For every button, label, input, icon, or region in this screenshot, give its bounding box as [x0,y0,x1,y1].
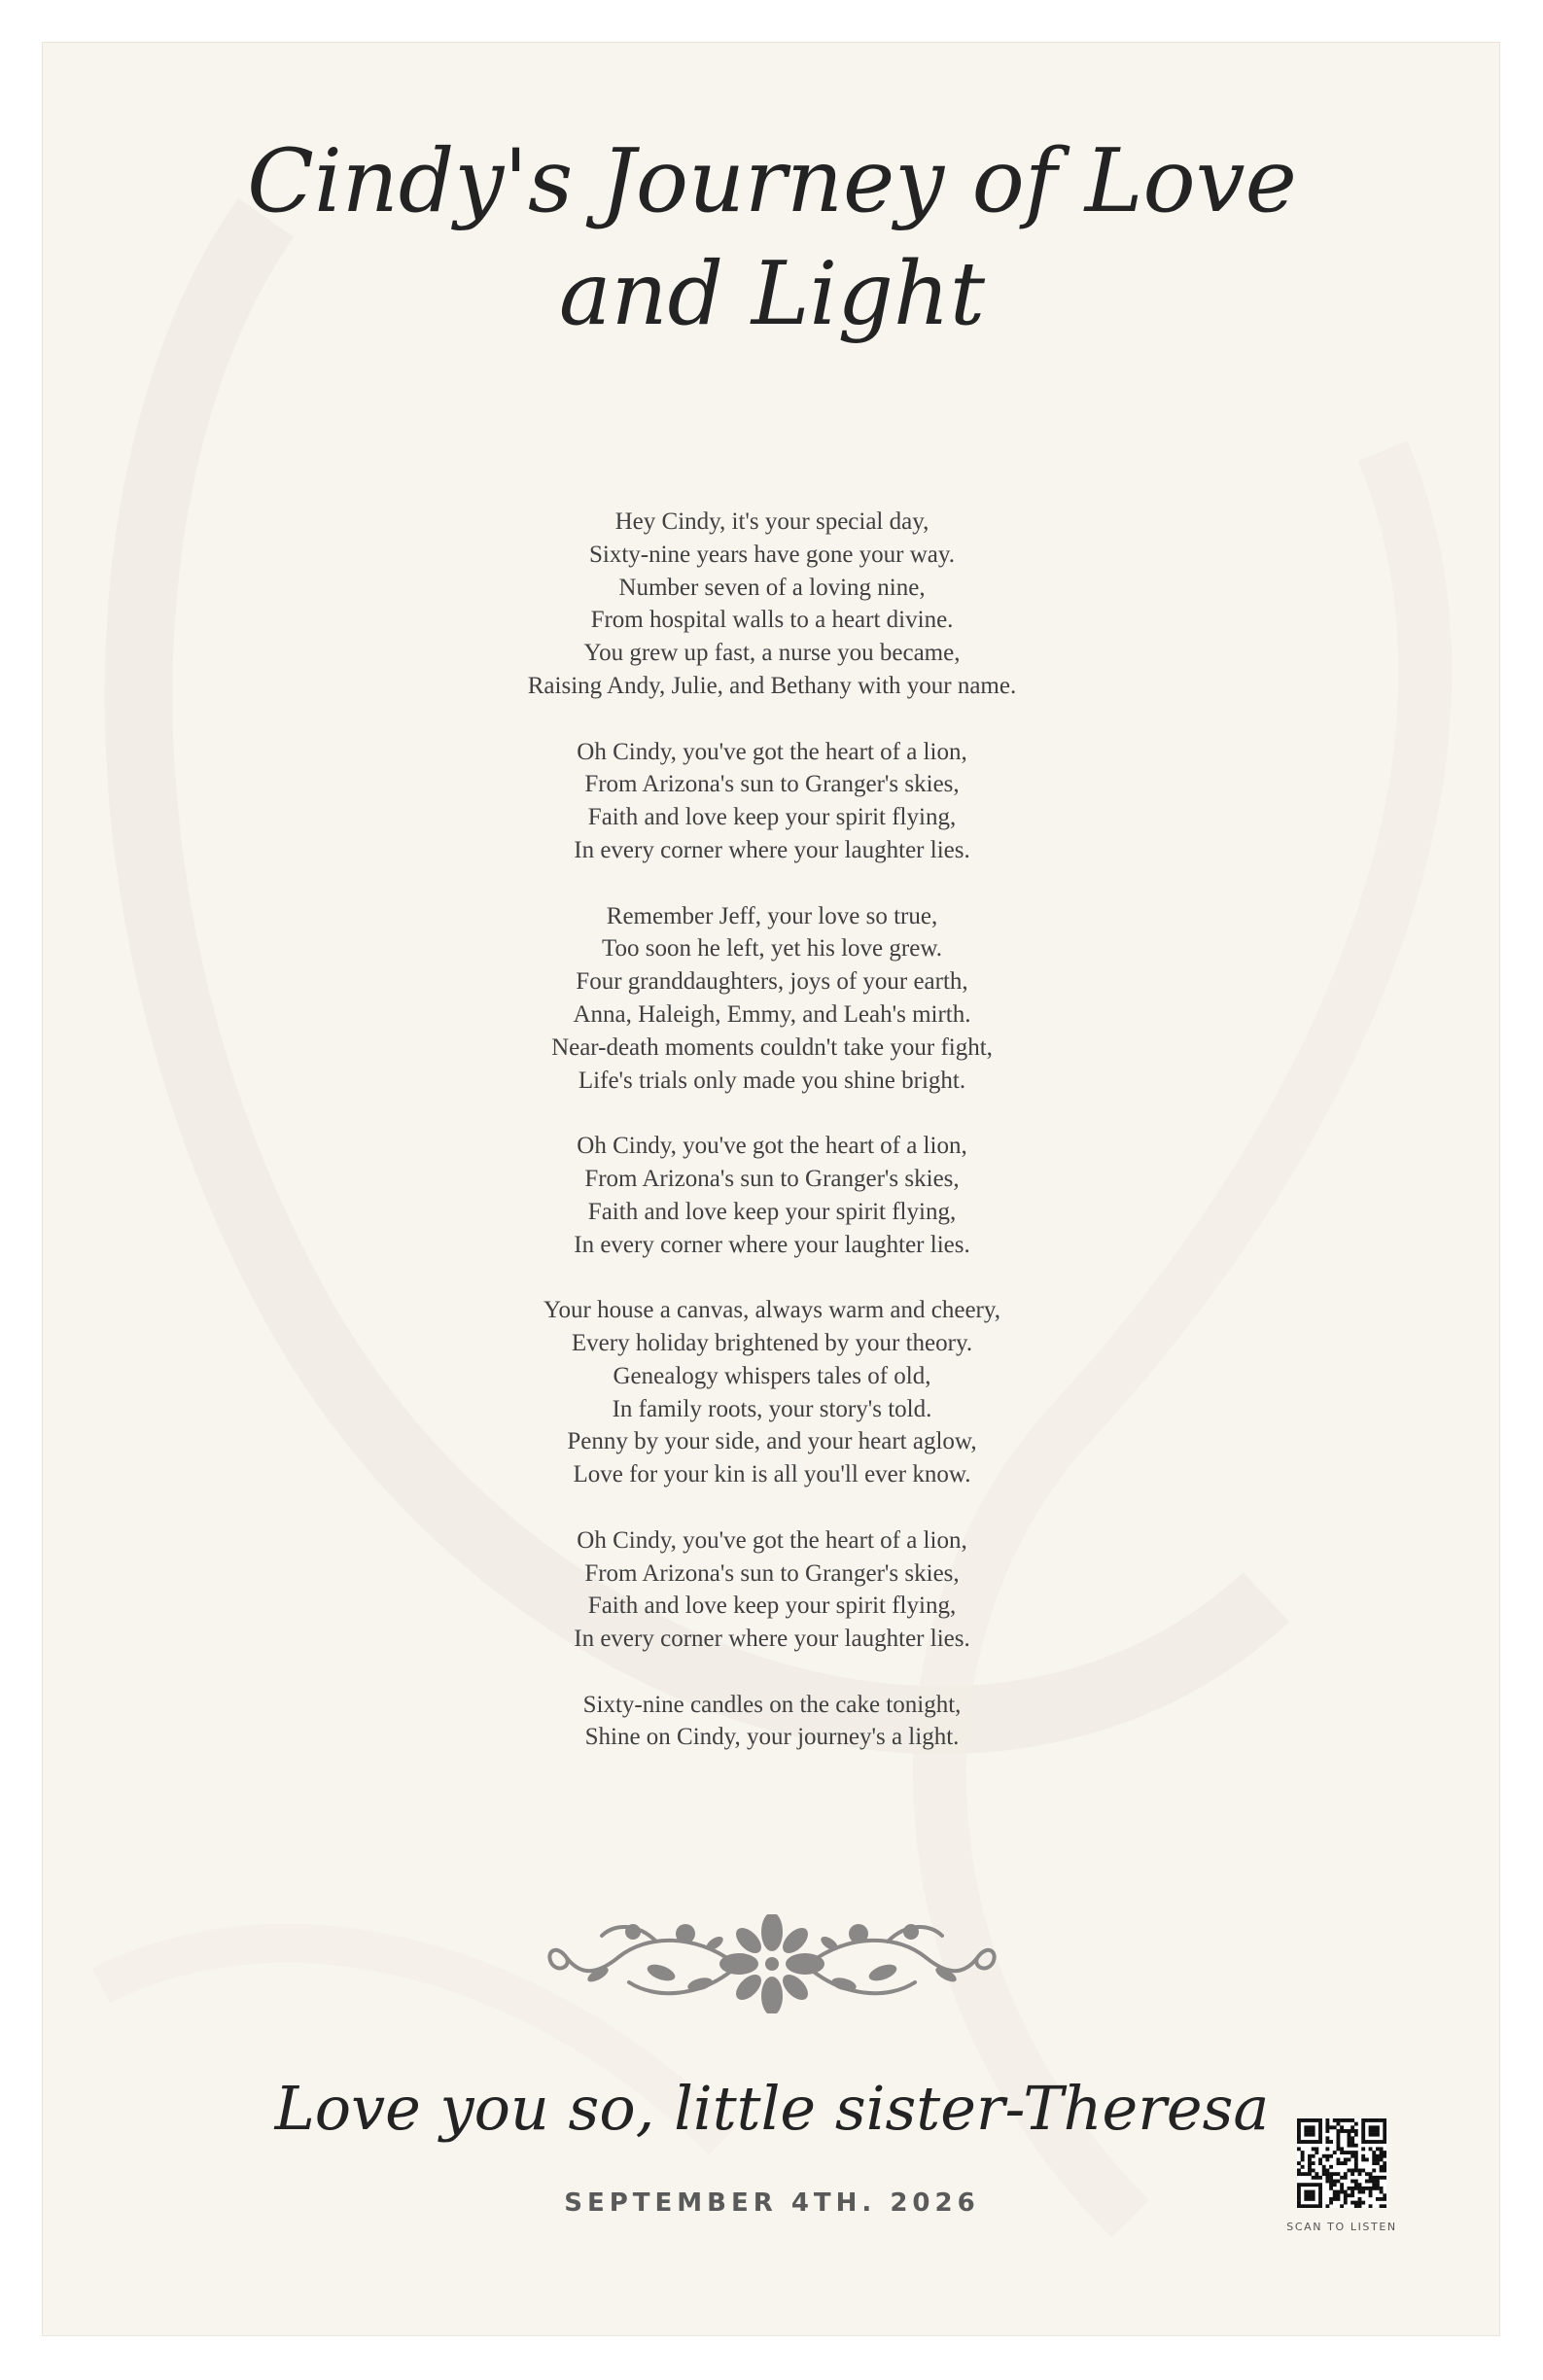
poem-line: From Arizona's sun to Granger's skies, [584,1165,960,1192]
poem-line: In every corner where your laughter lies. [574,836,970,863]
poem-line: Sixty-nine years have gone your way. [588,541,956,568]
poem-line: Anna, Haleigh, Emmy, and Leah's mirth. [573,1000,971,1028]
poem-line: In every corner where your laughter lies. [574,1231,970,1258]
poem-line: Genealogy whispers tales of old, [613,1362,931,1389]
poem-stanza [334,900,1210,1098]
poem-line: Near-death moments couldn't take your fight, [551,1033,993,1061]
poem-stanza [334,506,1210,703]
poem-line: In every corner where your laughter lies. [574,1626,970,1653]
poem-page [42,42,1500,2336]
poem-stanza [334,736,1210,867]
poem-line: Faith and love keep your spirit flying, [587,1592,957,1620]
poem-line: Hey Cindy, it's your special day, [614,508,929,535]
poem-stanza [334,1689,1210,1755]
poem-line: Four granddaughters, joys of your earth, [576,968,968,996]
poem-line: Raising Andy, Julie, and Bethany with your name. [527,672,1017,699]
qr-caption: SCAN TO LISTEN [1286,2221,1397,2233]
poem-line: In family roots, your story's told. [612,1395,932,1422]
poem-line: Shine on Cindy, your journey's a light. [584,1724,960,1751]
poem-stanza [334,1130,1210,1261]
poem-line: Love for your kin is all you'll ever know. [573,1461,971,1488]
floral-divider-icon [540,1914,1004,2013]
poem-line: Life's trials only made you shine bright. [578,1067,966,1094]
poem-line: Oh Cindy, you've got the heart of a lion, [577,1526,967,1554]
qr-code-icon[interactable] [1297,2118,1386,2208]
poem-line: From hospital walls to a heart divine. [590,607,954,634]
poem-stanza [334,1294,1210,1491]
poem-stanza [334,1524,1210,1656]
poem-line: Oh Cindy, you've got the heart of a lion, [577,738,967,765]
poem-line: Too soon he left, yet his love grew. [601,935,943,962]
poem-line: Faith and love keep your spirit flying, [587,804,957,831]
signature: Love you so, little sister-Theresa [274,2073,1270,2144]
poem-line: From Arizona's sun to Granger's skies, [584,1559,960,1587]
poem-line: Sixty-nine candles on the cake tonight, [582,1691,962,1718]
poem-line: Remember Jeff, your love so true, [606,902,938,929]
poem-line: Oh Cindy, you've got the heart of a lion, [577,1133,967,1160]
poem-title: Cindy's Journey of Love and Light [247,130,1297,345]
poem-body [334,506,1210,1754]
poem-line: Number seven of a loving nine, [618,574,926,601]
poem-line: Penny by your side, and your heart aglow, [567,1428,977,1455]
poem-line: Every holiday brightened by your theory. [571,1329,973,1356]
poem-line: Faith and love keep your spirit flying, [587,1198,957,1225]
poem-line: Your house a canvas, always warm and cheery, [544,1297,1000,1324]
poem-line: From Arizona's sun to Granger's skies, [584,771,960,798]
poem-line: You grew up fast, a nurse you became, [583,640,961,667]
event-date: SEPTEMBER 4TH. 2026 [564,2188,980,2218]
